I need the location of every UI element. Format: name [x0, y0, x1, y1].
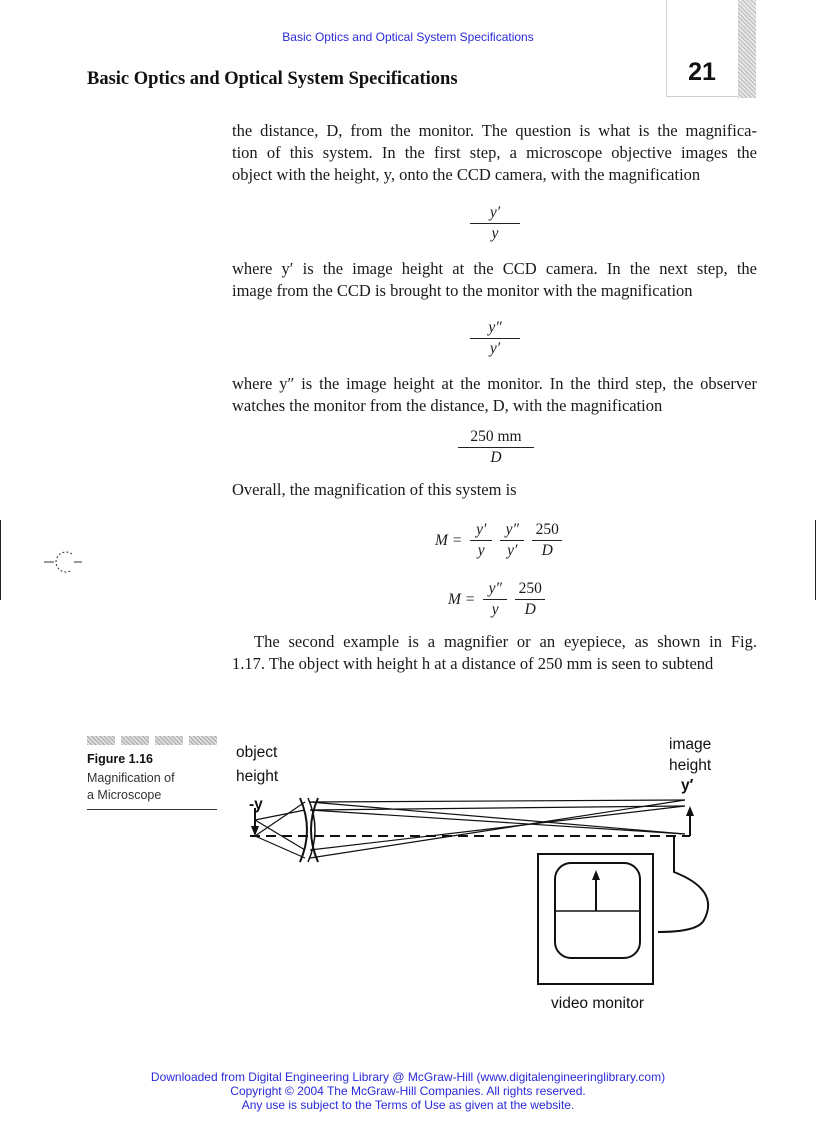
para1-line2: tion of this system. In the first step, a microscope objective images the [232, 143, 757, 162]
para1-line3: object with the height, y, onto the CCD camera, with the magnification [232, 165, 701, 184]
object-rays [255, 802, 305, 858]
page-number: 21 [688, 58, 716, 86]
crop-mark-left [0, 520, 1, 600]
image-height-label-1: image [669, 736, 712, 753]
object-height-label-2: height [236, 768, 279, 785]
figure-header-bars [87, 736, 217, 745]
image-height-label-3: y′ [681, 777, 694, 794]
equation-2-term-2-num: 250 [515, 579, 545, 600]
equation-2-term-1-num: y″ [483, 579, 507, 600]
fraction-1 [470, 203, 520, 244]
video-monitor [538, 854, 653, 984]
microscope-diagram [230, 790, 730, 1000]
fraction-3-denominator: D [490, 449, 502, 466]
equation-2-term-1-den: y [491, 601, 499, 618]
top-link[interactable]: Basic Optics and Optical System Specifications [282, 30, 534, 44]
equation-1-term-1-den: y [477, 542, 485, 559]
fraction-2 [470, 318, 520, 359]
equation-1-term-3-num: 250 [532, 520, 562, 541]
para1-line1: the distance, D, from the monitor. The question is what is the magnifica- [232, 121, 757, 140]
figure-caption [87, 770, 217, 810]
equation-1-term-1-num: y′ [470, 520, 492, 541]
para5-line1: The second example is a magnifier or an eyepiece, as shown in Fig. [254, 632, 757, 651]
equation-1 [435, 520, 562, 561]
figure-caption-line-2: a Microscope [87, 788, 162, 802]
video-monitor-label: video monitor [551, 995, 645, 1012]
image-arrow [686, 806, 694, 836]
fraction-3-numerator: 250 mm [458, 427, 534, 448]
thumb-tab [738, 0, 756, 98]
equation-1-term-2-den: y′ [507, 542, 518, 559]
figure-label: Figure 1.16 [87, 752, 153, 766]
equation-2-lhs: M = [448, 590, 476, 608]
fraction-1-denominator: y [491, 225, 499, 242]
image-rays [310, 800, 685, 858]
fraction-2-denominator: y′ [489, 340, 501, 357]
equation-2 [448, 579, 545, 620]
para3-line2: watches the monitor from the distance, D, with the magnification [232, 396, 663, 415]
running-head: Basic Optics and Optical System Specifications [87, 69, 458, 89]
object-height-label-3: -y [249, 796, 263, 813]
object-height-label-1: object [236, 744, 278, 761]
footer-line-1[interactable]: Downloaded from Digital Engineering Library @ McGraw-Hill (www.digitalengineeringlibrary.com) [150, 1070, 666, 1084]
equation-1-lhs: M = [435, 531, 463, 549]
para4: Overall, the magnification of this system is [232, 480, 517, 499]
equation-1-term-3-den: D [541, 542, 553, 559]
camera-cable [658, 836, 708, 932]
para3-line1: where y″ is the image height at the monitor. In the third step, the observer [232, 374, 757, 393]
para2-line2: image from the CCD is brought to the monitor with the magnification [232, 281, 693, 300]
fraction-1-numerator: y′ [470, 203, 520, 224]
footer-line-2: Copyright © 2004 The McGraw-Hill Companies. All rights reserved. [230, 1084, 586, 1098]
footer-line-3: Any use is subject to the Terms of Use as given at the website. [241, 1098, 575, 1112]
registration-mark [44, 546, 84, 576]
equation-1-term-1 [470, 520, 492, 561]
equation-1-term-2-num: y″ [500, 520, 524, 541]
fraction-3 [458, 427, 534, 468]
objective-lens [300, 798, 318, 862]
footer [0, 1070, 816, 1112]
equation-1-term-2 [500, 520, 524, 561]
equation-2-term-2 [515, 579, 545, 620]
para5-line2: 1.17. The object with height h at a distance of 250 mm is seen to subtend [232, 654, 714, 673]
equation-2-term-2-den: D [524, 601, 536, 618]
image-height-label-2: height [669, 757, 712, 774]
figure-caption-line-1: Magnification of [87, 771, 175, 785]
equation-1-term-3 [532, 520, 562, 561]
para2-line1: where y′ is the image height at the CCD camera. In the next step, the [232, 259, 757, 278]
fraction-2-numerator: y″ [470, 318, 520, 339]
equation-2-term-1 [483, 579, 507, 620]
